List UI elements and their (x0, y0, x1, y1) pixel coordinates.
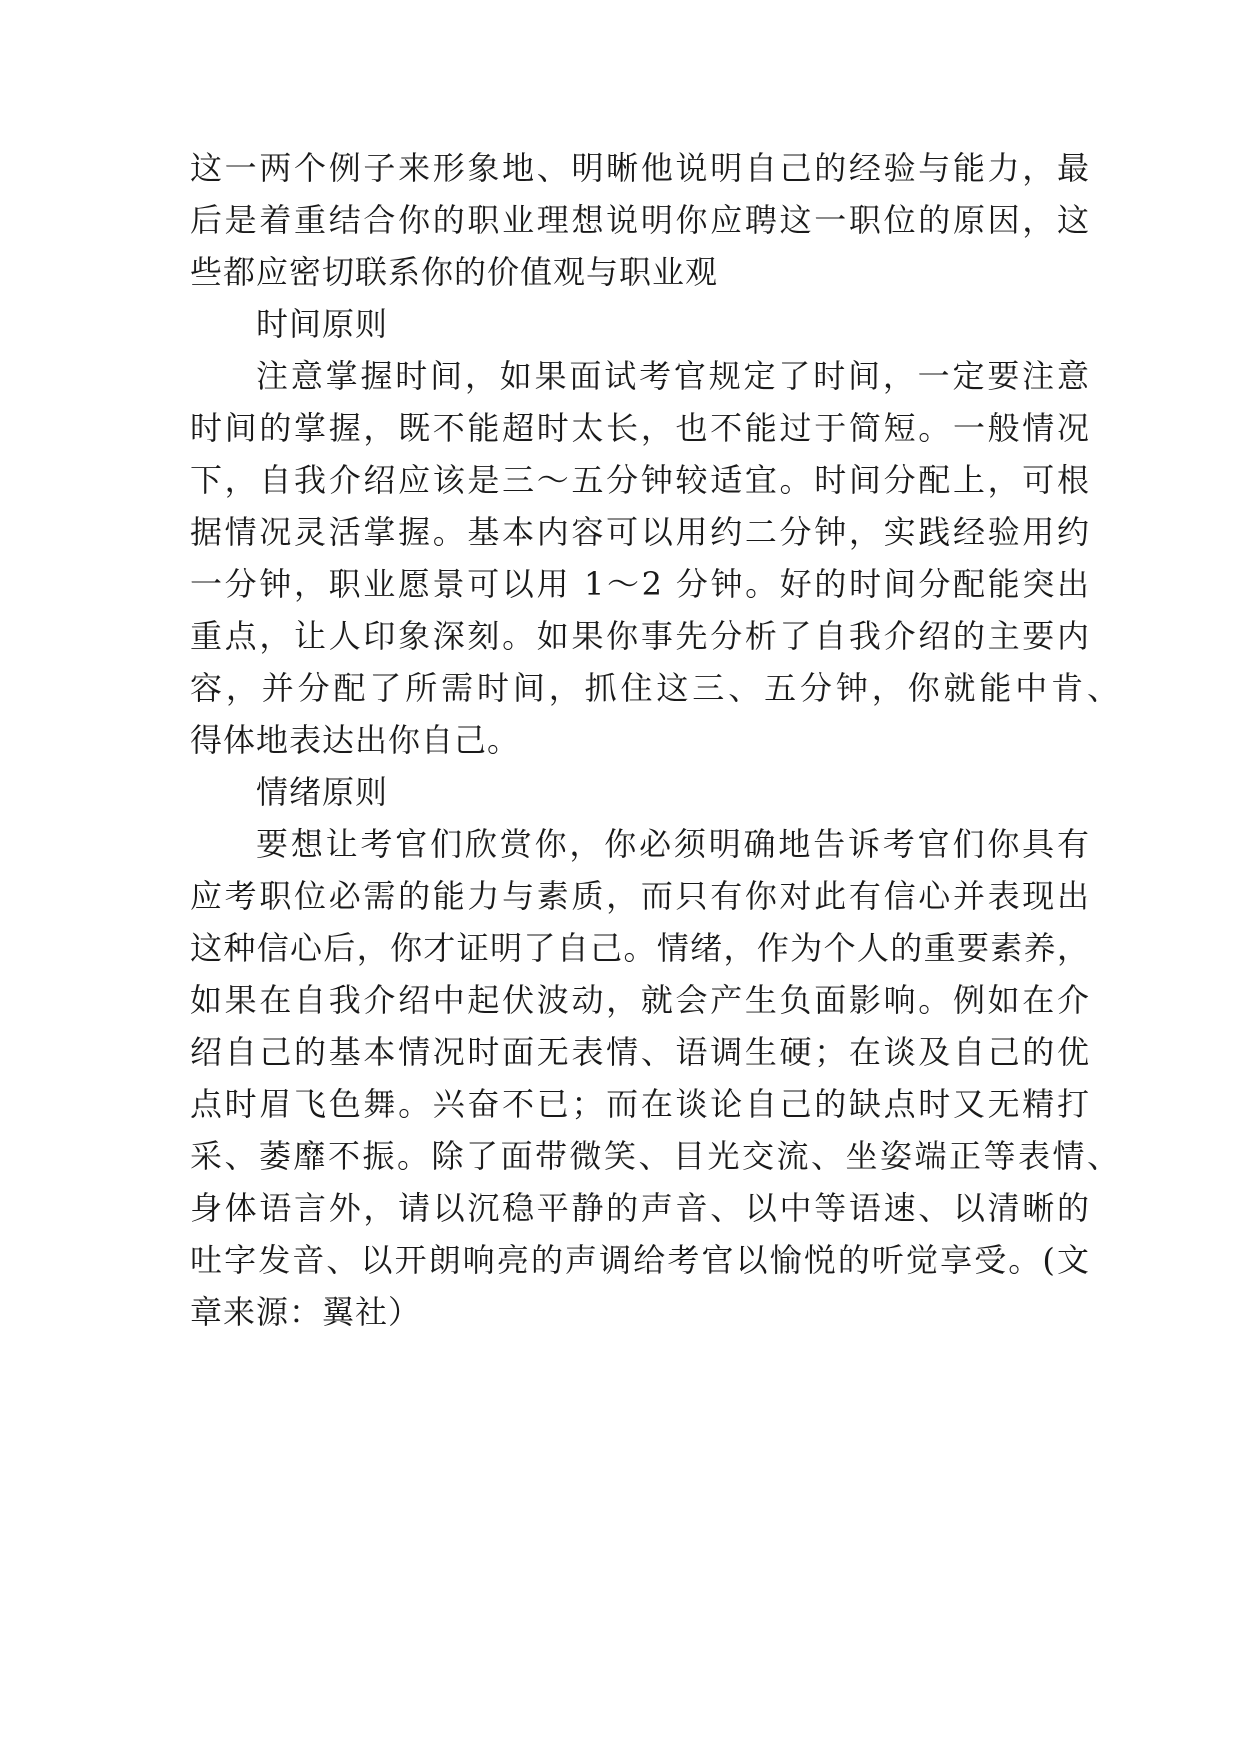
paragraph-line: 这种信心后，你才证明了自己。情绪，作为个人的重要素养， (190, 929, 1090, 967)
paragraph-line: 得体地表达出你自己。 (190, 721, 521, 759)
paragraph-line: 要想让考官们欣赏你，你必须明确地告诉考官们你具有 (256, 825, 1090, 863)
paragraph-line: 一分钟，职业愿景可以用 1～2 分钟。好的时间分配能突出 (190, 565, 1090, 603)
section-heading-emotion: 情绪原则 (256, 773, 389, 811)
paragraph-line: 重点，让人印象深刻。如果你事先分析了自我介绍的主要内 (190, 617, 1090, 655)
paragraph-line: 点时眉飞色舞。兴奋不已；而在谈论自己的缺点时又无精打 (190, 1085, 1090, 1123)
paragraph-line: 身体语言外，请以沉稳平静的声音、以中等语速、以清晰的 (190, 1189, 1090, 1227)
paragraph-line: 应考职位必需的能力与素质，而只有你对此有信心并表现出 (190, 877, 1090, 915)
section-heading-time: 时间原则 (256, 305, 389, 343)
paragraph-line: 章来源：翼社） (190, 1293, 422, 1331)
paragraph-line: 这一两个例子来形象地、明晰他说明自己的经验与能力，最 (190, 149, 1090, 187)
paragraph-line: 绍自己的基本情况时面无表情、语调生硬；在谈及自己的优 (190, 1033, 1090, 1071)
paragraph-line: 下，自我介绍应该是三～五分钟较适宜。时间分配上，可根 (190, 461, 1090, 499)
paragraph-line: 采、萎靡不振。除了面带微笑、目光交流、坐姿端正等表情、 (190, 1137, 1120, 1175)
paragraph-line: 些都应密切联系你的价值观与职业观 (190, 253, 719, 291)
paragraph-line: 容，并分配了所需时间，抓住这三、五分钟，你就能中肯、 (190, 669, 1120, 707)
paragraph-line: 后是着重结合你的职业理想说明你应聘这一职位的原因，这 (190, 201, 1090, 239)
paragraph-line: 注意掌握时间，如果面试考官规定了时间，一定要注意 (256, 357, 1090, 395)
paragraph-line: 如果在自我介绍中起伏波动，就会产生负面影响。例如在介 (190, 981, 1090, 1019)
paragraph-line: 时间的掌握，既不能超时太长，也不能过于简短。一般情况 (190, 409, 1090, 447)
paragraph-line: 据情况灵活掌握。基本内容可以用约二分钟，实践经验用约 (190, 513, 1090, 551)
paragraph-line: 吐字发音、以开朗响亮的声调给考官以愉悦的听觉享受。(文 (190, 1241, 1090, 1279)
